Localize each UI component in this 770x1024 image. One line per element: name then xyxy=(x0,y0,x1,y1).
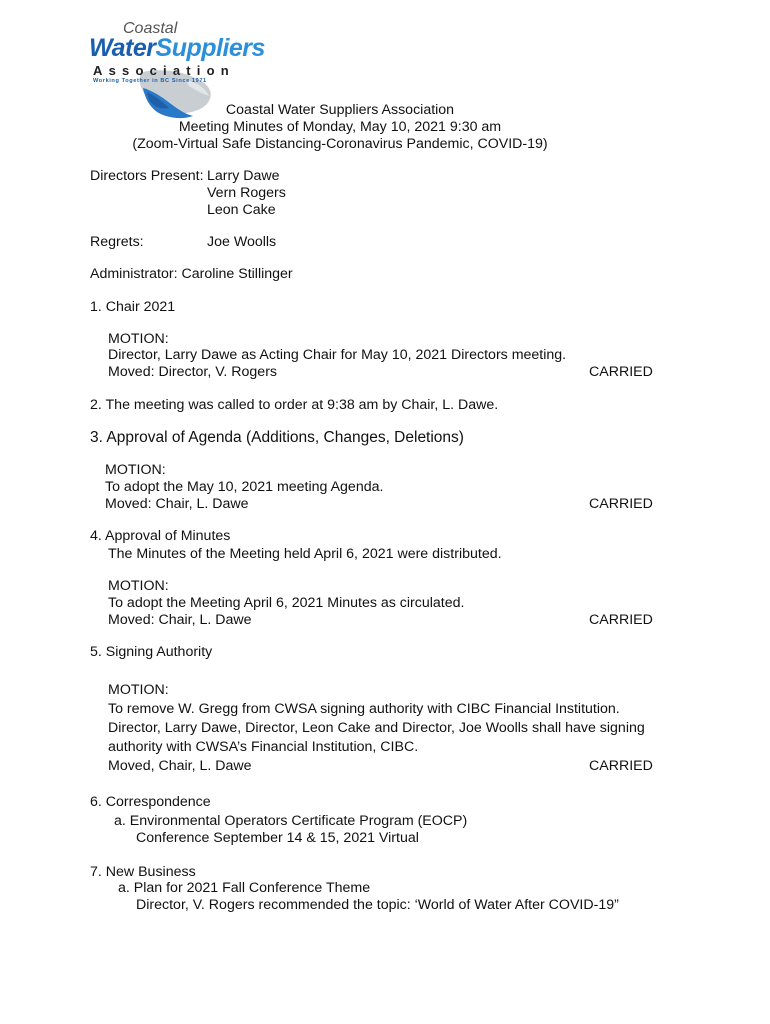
item-3-motion-text: To adopt the May 10, 2021 meeting Agenda. xyxy=(105,479,384,495)
item-5-heading: 5. Signing Authority xyxy=(90,644,213,660)
director-name: Vern Rogers xyxy=(207,185,286,201)
logo-tagline: Working Together in BC Since 1971 xyxy=(93,78,207,84)
item-2-heading: 2. The meeting was called to order at 9:38 am by Chair, L. Dawe. xyxy=(90,397,499,413)
administrator: Administrator: Caroline Stillinger xyxy=(90,266,293,282)
regrets-name: Joe Woolls xyxy=(207,234,277,250)
item-4-moved: Moved: Chair, L. Dawe xyxy=(108,612,252,628)
item-4-note: The Minutes of the Meeting held April 6, 2021 were distributed. xyxy=(108,546,502,562)
item-4-motion-text: To adopt the Meeting April 6, 2021 Minutes as circulated. xyxy=(108,595,465,611)
item-1-motion-text: Director, Larry Dawe as Acting Chair for May 10, 2021 Directors meeting. xyxy=(108,347,567,363)
item-3-moved: Moved: Chair, L. Dawe xyxy=(105,496,249,512)
item-5-moved: Moved, Chair, L. Dawe xyxy=(108,758,252,774)
item-6-sub-a: a. Environmental Operators Certificate Program (EOCP) xyxy=(114,813,468,829)
item-7-sub-a: a. Plan for 2021 Fall Conference Theme xyxy=(118,880,371,896)
item-5-motion-line: authority with CWSA’s Financial Institution, CIBC. xyxy=(108,739,419,755)
director-name: Larry Dawe xyxy=(207,168,280,184)
logo-coastal: Coastal xyxy=(123,20,178,37)
logo-water: Water xyxy=(89,34,156,62)
item-3-result: CARRIED xyxy=(589,496,653,512)
item-3-heading: 3. Approval of Agenda (Additions, Changes, Deletions) xyxy=(90,429,464,446)
item-1-motion-label: MOTION: xyxy=(108,331,169,347)
item-7-sub-a-detail: Director, V. Rogers recommended the topic: ‘World of Water After COVID-19” xyxy=(136,897,619,913)
director-name: Leon Cake xyxy=(207,202,276,218)
item-5-result: CARRIED xyxy=(589,758,653,774)
item-1-result: CARRIED xyxy=(589,364,653,380)
regrets-label: Regrets: xyxy=(90,234,144,250)
item-4-heading: 4. Approval of Minutes xyxy=(90,528,231,544)
item-7-heading: 7. New Business xyxy=(90,864,196,880)
logo-water-suppliers xyxy=(89,35,265,61)
item-6-sub-a-detail: Conference September 14 & 15, 2021 Virtual xyxy=(136,830,419,846)
item-6-heading: 6. Correspondence xyxy=(90,794,211,810)
item-4-motion-label: MOTION: xyxy=(108,578,169,594)
item-5-motion-label: MOTION: xyxy=(108,682,169,698)
logo-association: Association xyxy=(93,63,235,78)
logo-suppliers: Suppliers xyxy=(155,34,265,62)
meeting-title: Meeting Minutes of Monday, May 10, 2021 9:30 am xyxy=(178,119,502,135)
meeting-subtitle: (Zoom-Virtual Safe Distancing-Coronavirus Pandemic, COVID-19) xyxy=(132,136,548,152)
item-1-moved: Moved: Director, V. Rogers xyxy=(108,364,278,380)
directors-label: Directors Present: xyxy=(90,168,204,184)
item-1-heading: 1. Chair 2021 xyxy=(90,299,176,315)
item-3-motion-label: MOTION: xyxy=(105,462,166,478)
item-4-result: CARRIED xyxy=(589,612,653,628)
org-name: Coastal Water Suppliers Association xyxy=(225,102,455,118)
item-5-motion-line: To remove W. Gregg from CWSA signing authority with CIBC Financial Institution. xyxy=(108,701,620,717)
item-5-motion-line: Director, Larry Dawe, Director, Leon Cake and Director, Joe Woolls shall have signing xyxy=(108,720,645,736)
